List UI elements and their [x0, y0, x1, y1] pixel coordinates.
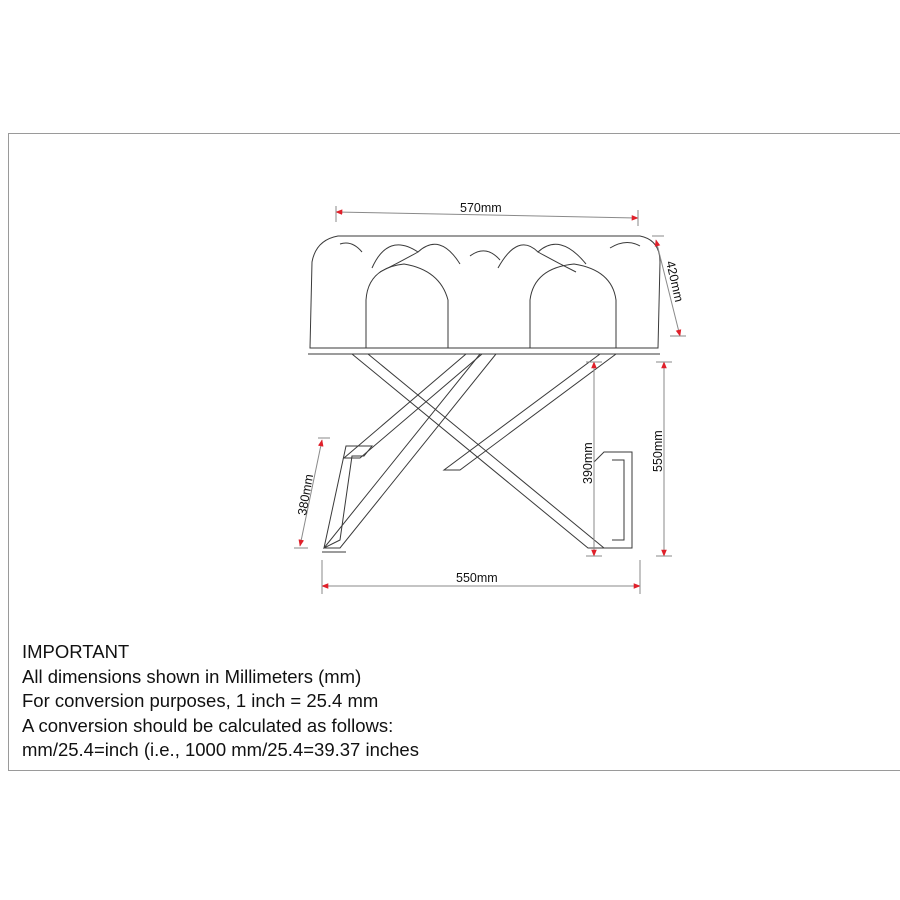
notes-line-2: For conversion purposes, 1 inch = 25.4 mm: [22, 690, 379, 711]
stool-seat: [308, 236, 660, 354]
dimension-seat-width: 570mm: [460, 201, 502, 215]
notes-line-4: mm/25.4=inch (i.e., 1000 mm/25.4=39.37 inches: [22, 739, 419, 760]
dimension-base-depth: 380mm: [295, 473, 317, 517]
dimension-overall-height: 550mm: [651, 430, 665, 472]
dimension-seat-base-height: 390mm: [581, 442, 595, 484]
notes-line-3: A conversion should be calculated as follows:: [22, 714, 394, 736]
dimension-base-width: 550mm: [456, 571, 498, 585]
dimension-lines: [294, 206, 686, 594]
notes-line-1: All dimensions shown in Millimeters (mm): [22, 665, 362, 687]
dimension-seat-depth: 420mm: [663, 259, 687, 304]
conversion-notes: [22, 640, 419, 763]
notes-heading: IMPORTANT: [22, 641, 130, 662]
